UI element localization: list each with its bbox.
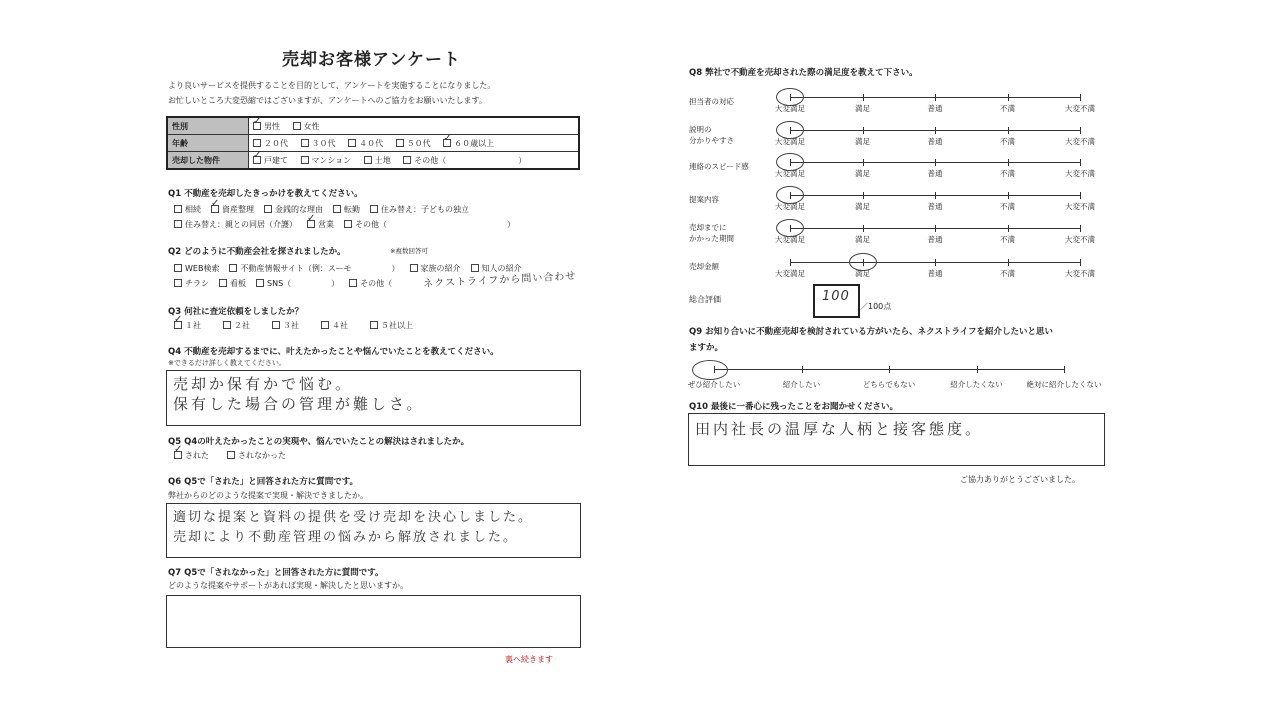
q9-selection-circle-icon xyxy=(692,360,728,380)
checkbox-icon xyxy=(364,156,372,164)
q8-scale-label: 満足 xyxy=(855,137,870,146)
option-female[interactable]: 女性 xyxy=(293,122,320,131)
q5-option-yes[interactable]: ✓された xyxy=(174,451,209,461)
q2-title: Q2 どのように不動産会社を探されましたか。 xyxy=(168,247,346,257)
q8-item-label: 売却までに かかった期間 xyxy=(689,223,734,243)
q4-answer-box[interactable] xyxy=(166,370,581,426)
q8-total-box[interactable] xyxy=(813,284,860,318)
q8-total-score: 100 xyxy=(822,289,850,304)
checkbox-icon xyxy=(174,264,182,272)
age-header: 年齢 xyxy=(167,135,249,152)
q2-option-flyer[interactable]: チラシ xyxy=(174,279,209,289)
thanks-text: ご協力ありがとうございました。 xyxy=(960,475,1080,484)
checkbox-icon xyxy=(229,264,237,272)
checkbox-checked-icon xyxy=(307,220,315,228)
q3-title: Q3 何社に査定依頼をしましたか？ xyxy=(168,307,304,317)
q8-scale-label: 不満 xyxy=(1000,202,1015,211)
gender-options xyxy=(249,117,580,135)
q8-scale-label: 普通 xyxy=(927,235,943,244)
checkbox-icon xyxy=(301,156,309,164)
checkbox-checked-icon xyxy=(174,321,182,329)
q2-note: ※複数回答可 xyxy=(390,247,428,255)
checkbox-icon xyxy=(301,139,309,147)
checkbox-icon xyxy=(253,139,261,147)
q5-title: Q5 Q4の叶えたかったことの実現や、悩んでいたことの解決はされましたか。 xyxy=(168,437,470,447)
q2-option-friend[interactable]: 知人の紹介 xyxy=(471,264,522,274)
q2-options-row-2 xyxy=(174,279,402,289)
q6-answer-line-1: 適切な提案と資料の提供を受け売却を決心しました。 xyxy=(173,510,534,525)
q8-scale-label: 普通 xyxy=(927,137,943,146)
q7-sub: どのような提案やサポートがあれば実現・解決したと思いますか。 xyxy=(168,581,408,590)
q9-title-2: ますか。 xyxy=(689,343,724,353)
checkbox-icon xyxy=(174,205,182,213)
q8-selection-circle-icon xyxy=(776,219,804,237)
checkbox-icon xyxy=(471,264,479,272)
q8-scale-tick[interactable] xyxy=(1080,127,1081,134)
q6-title: Q6 Q5で「された」と回答された方に質問です。 xyxy=(168,477,359,487)
q8-scale-label: 大変満足 xyxy=(775,169,805,178)
gender-row xyxy=(167,117,579,135)
q8-scale-tick[interactable] xyxy=(1008,259,1009,266)
q8-scale-tick[interactable] xyxy=(935,94,936,101)
q2-option-sns[interactable]: SNS（ ） xyxy=(256,279,339,289)
checkbox-icon xyxy=(349,279,357,287)
q10-title: Q10 最後に一番心に残ったことをお聞かせください。 xyxy=(689,402,899,412)
property-options xyxy=(249,152,580,170)
checkbox-icon xyxy=(403,156,411,164)
respondent-info-table xyxy=(166,116,580,170)
q8-scale-label: 不満 xyxy=(1000,104,1015,113)
q10-answer: 田内社長の温厚な人柄と接客態度。 xyxy=(695,420,984,438)
q8-scale-tick[interactable] xyxy=(790,259,791,266)
q9-scale-tick[interactable] xyxy=(977,366,978,373)
q8-scale-label: 大変満足 xyxy=(775,137,805,146)
q10-answer-box[interactable] xyxy=(688,413,1105,466)
q8-scale-label: 大変不満 xyxy=(1065,269,1095,278)
age-options xyxy=(249,135,580,152)
q8-scale-tick[interactable] xyxy=(863,192,864,199)
q1-option-money[interactable]: 金銭的な理由 xyxy=(264,205,323,215)
q8-item-label: 連絡のスピード感 xyxy=(689,162,749,171)
checkbox-icon xyxy=(227,451,235,459)
q8-item-label: 提案内容 xyxy=(689,195,719,204)
page-title: 売却お客様アンケート xyxy=(282,50,461,70)
q8-scale-tick[interactable] xyxy=(1080,259,1081,266)
q5-option-no[interactable]: されなかった xyxy=(227,451,286,461)
q8-scale-tick[interactable] xyxy=(1008,192,1009,199)
q2-option-signboard[interactable]: 看板 xyxy=(219,279,246,289)
q8-selection-circle-icon xyxy=(776,153,804,171)
age-row xyxy=(167,135,579,152)
q3-option-1[interactable]: ✓１社 xyxy=(174,321,201,331)
q9-scale-label: どちらでもない xyxy=(862,380,916,389)
q8-scale-label: 大変不満 xyxy=(1065,104,1095,113)
q2-option-family[interactable]: 家族の紹介 xyxy=(410,264,461,274)
option-20s[interactable]: ２０代 xyxy=(253,139,288,148)
q8-selection-circle-icon xyxy=(776,186,804,204)
option-mansion[interactable]: マンション xyxy=(301,156,352,165)
checkbox-icon xyxy=(370,321,378,329)
checkbox-checked-icon xyxy=(253,122,261,130)
q9-scale-tick[interactable] xyxy=(1064,366,1065,373)
q1-options-row-2 xyxy=(174,220,525,230)
q8-scale-tick[interactable] xyxy=(1008,225,1009,232)
q9-scale-label: 紹介したくない xyxy=(950,380,1003,389)
q8-scale-tick[interactable] xyxy=(935,259,936,266)
q8-scale-tick[interactable] xyxy=(863,225,864,232)
q8-total-label: 総合評価 xyxy=(689,295,721,304)
q8-scale-label: 満足 xyxy=(855,104,870,113)
q9-scale-tick[interactable] xyxy=(802,366,803,373)
q8-scale-tick[interactable] xyxy=(935,225,936,232)
q8-scale-label: 大変満足 xyxy=(775,104,805,113)
q8-item-label: 売却金額 xyxy=(689,262,719,271)
q8-scale-label: 大変満足 xyxy=(775,202,805,211)
option-50s[interactable]: ５０代 xyxy=(396,139,431,148)
checkbox-checked-icon xyxy=(253,156,261,164)
q8-scale-label: 普通 xyxy=(927,269,943,278)
checkbox-icon xyxy=(333,205,341,213)
q8-scale-label: 満足 xyxy=(855,202,870,211)
q8-scale-tick[interactable] xyxy=(935,127,936,134)
checkbox-icon xyxy=(348,139,356,147)
option-40s[interactable]: ４０代 xyxy=(348,139,383,148)
q8-scale-label: 満足 xyxy=(855,169,870,178)
q7-answer-box[interactable] xyxy=(166,595,581,648)
checkbox-icon xyxy=(256,279,264,287)
q4-answer-line-2: 保有した場合の管理が難しさ。 xyxy=(173,395,425,413)
option-60-plus[interactable]: ✓ ６０歳以上 xyxy=(443,139,494,148)
q4-title: Q4 不動産を売却するまでに、叶えたかったことや悩んでいたことを教えてください。 xyxy=(168,347,499,357)
q3-option-3[interactable]: ３社 xyxy=(272,321,299,331)
q2-option-web[interactable]: WEB検索 xyxy=(174,264,219,274)
continue-note: 裏へ続きます xyxy=(505,655,553,664)
checkbox-icon xyxy=(410,264,418,272)
q8-scale-label: 大変不満 xyxy=(1065,137,1095,146)
q3-option-4[interactable]: ４社 xyxy=(321,321,348,331)
q1-option-inheritance[interactable]: 相続 xyxy=(174,205,201,215)
q8-scale-label: 普通 xyxy=(927,202,943,211)
q9-scale-label: 紹介したい xyxy=(782,380,821,389)
checkbox-icon xyxy=(321,321,329,329)
q8-scale-label: 不満 xyxy=(1000,137,1015,146)
q8-scale-tick[interactable] xyxy=(863,159,864,166)
q8-scale-tick[interactable] xyxy=(1080,192,1081,199)
q4-answer-line-1: 売却か保有かで悩む。 xyxy=(173,375,354,393)
q8-scale-tick[interactable] xyxy=(935,192,936,199)
q2-option-other[interactable]: その他（ xyxy=(349,279,392,289)
q8-scale-tick[interactable] xyxy=(1080,94,1081,101)
checkbox-checked-icon xyxy=(443,139,451,147)
checkbox-icon xyxy=(272,321,280,329)
q1-option-other[interactable]: その他（ ） xyxy=(344,220,515,230)
q1-title: Q1 不動産を売却したきっかけを教えてください。 xyxy=(168,189,363,199)
q8-scale-tick[interactable] xyxy=(1008,94,1009,101)
q4-note: ※できるだけ詳しく教えてください。 xyxy=(168,359,286,367)
q7-title: Q7 Q5で「されなかった」と回答された方に質問です。 xyxy=(168,568,384,578)
checkbox-icon xyxy=(174,279,182,287)
q8-scale-label: 大変満足 xyxy=(775,269,805,278)
q8-scale-tick[interactable] xyxy=(863,94,864,101)
q3-options xyxy=(174,321,423,331)
checkbox-icon xyxy=(264,205,272,213)
q6-answer-line-2: 売却により不動産管理の悩みから解放されました。 xyxy=(173,530,519,545)
q6-answer-box[interactable] xyxy=(166,503,581,558)
q8-selection-circle-icon xyxy=(776,88,804,106)
checkbox-icon xyxy=(370,205,378,213)
q9-scale-label: 絶対に紹介したくない xyxy=(1026,380,1102,389)
q8-scale-tick[interactable] xyxy=(863,127,864,134)
q8-scale-tick[interactable] xyxy=(1080,225,1081,232)
q8-scale-label: 満足 xyxy=(855,269,870,278)
q8-scale-tick[interactable] xyxy=(1008,159,1009,166)
checkbox-icon xyxy=(219,279,227,287)
q8-scale-label: 大変満足 xyxy=(775,235,805,244)
checkbox-icon xyxy=(293,122,301,130)
option-land[interactable]: 土地 xyxy=(364,156,391,165)
gender-header: 性別 xyxy=(167,117,249,135)
q1-option-asset[interactable]: ✓ 資産整理 xyxy=(211,205,254,215)
checkbox-icon xyxy=(223,321,231,329)
option-house[interactable]: ✓ 戸建て xyxy=(253,156,288,165)
option-other[interactable]: その他（ ） xyxy=(403,156,526,165)
q8-scale-tick[interactable] xyxy=(935,159,936,166)
option-30s[interactable]: ３０代 xyxy=(301,139,336,148)
checkbox-icon xyxy=(344,220,352,228)
q8-scale-tick[interactable] xyxy=(1080,159,1081,166)
property-header: 売却した物件 xyxy=(167,152,249,170)
intro-line-1: より良いサービスを提供することを目的として、アンケートを実施することになりました。 xyxy=(168,81,496,90)
q8-item-label: 担当者の対応 xyxy=(689,97,734,106)
q1-options-row-1 xyxy=(174,205,479,215)
q9-scale-label: ぜひ紹介したい xyxy=(687,380,741,389)
q9-title: Q9 お知り合いに不動産売却を検討されている方がいたら、ネクストライフを紹介したいと思い xyxy=(689,327,1054,337)
q1-option-transfer[interactable]: 転勤 xyxy=(333,205,360,215)
q8-scale-label: 不満 xyxy=(1000,269,1015,278)
q8-total-max: ／100点 xyxy=(860,302,892,311)
q8-scale-tick[interactable] xyxy=(1008,127,1009,134)
q8-item-label: 説明の 分かりやすさ xyxy=(689,125,734,145)
checkbox-checked-icon xyxy=(174,451,182,459)
option-male[interactable]: ✓ 男性 xyxy=(253,122,280,131)
q1-option-relocate-parent[interactable]: 住み替え：親との同居（介護） xyxy=(174,220,297,230)
q8-scale-label: 大変不満 xyxy=(1065,235,1095,244)
q8-selection-circle-icon xyxy=(776,121,804,139)
q2-option-portal[interactable]: 不動産情報サイト（例：スーモ ） xyxy=(229,264,399,274)
q8-scale-label: 大変不満 xyxy=(1065,202,1095,211)
q8-scale-label: 普通 xyxy=(927,169,943,178)
checkbox-icon xyxy=(396,139,404,147)
q8-scale-label: 満足 xyxy=(855,235,870,244)
q9-scale-tick[interactable] xyxy=(889,366,890,373)
q3-option-5-plus[interactable]: ５社以上 xyxy=(370,321,413,331)
property-row xyxy=(167,152,579,170)
q8-scale-label: 不満 xyxy=(1000,235,1015,244)
checkbox-checked-icon xyxy=(211,205,219,213)
q5-options xyxy=(174,451,296,461)
checkbox-icon xyxy=(174,220,182,228)
q8-selection-circle-icon xyxy=(849,253,877,271)
q3-option-2[interactable]: ２社 xyxy=(223,321,250,331)
q8-scale-label: 大変不満 xyxy=(1065,169,1095,178)
q1-option-sales[interactable]: ✓ 営業 xyxy=(307,220,334,230)
q1-option-relocate-child[interactable]: 住み替え：子どもの独立 xyxy=(370,205,469,215)
q6-sub: 弊社からのどのような提案で実現・解決できましたか。 xyxy=(168,491,368,500)
q8-title: Q8 弊社で不動産を売却された際の満足度を教えて下さい。 xyxy=(689,68,918,78)
q8-scale-label: 普通 xyxy=(927,104,943,113)
intro-line-2: お忙しいところ大変恐縮ではございますが、アンケートへのご協力をお願いいたします。 xyxy=(168,96,487,105)
q8-scale-label: 不満 xyxy=(1000,169,1015,178)
q2-other-handwritten: ネクストライフから問い合わせ xyxy=(422,270,577,291)
